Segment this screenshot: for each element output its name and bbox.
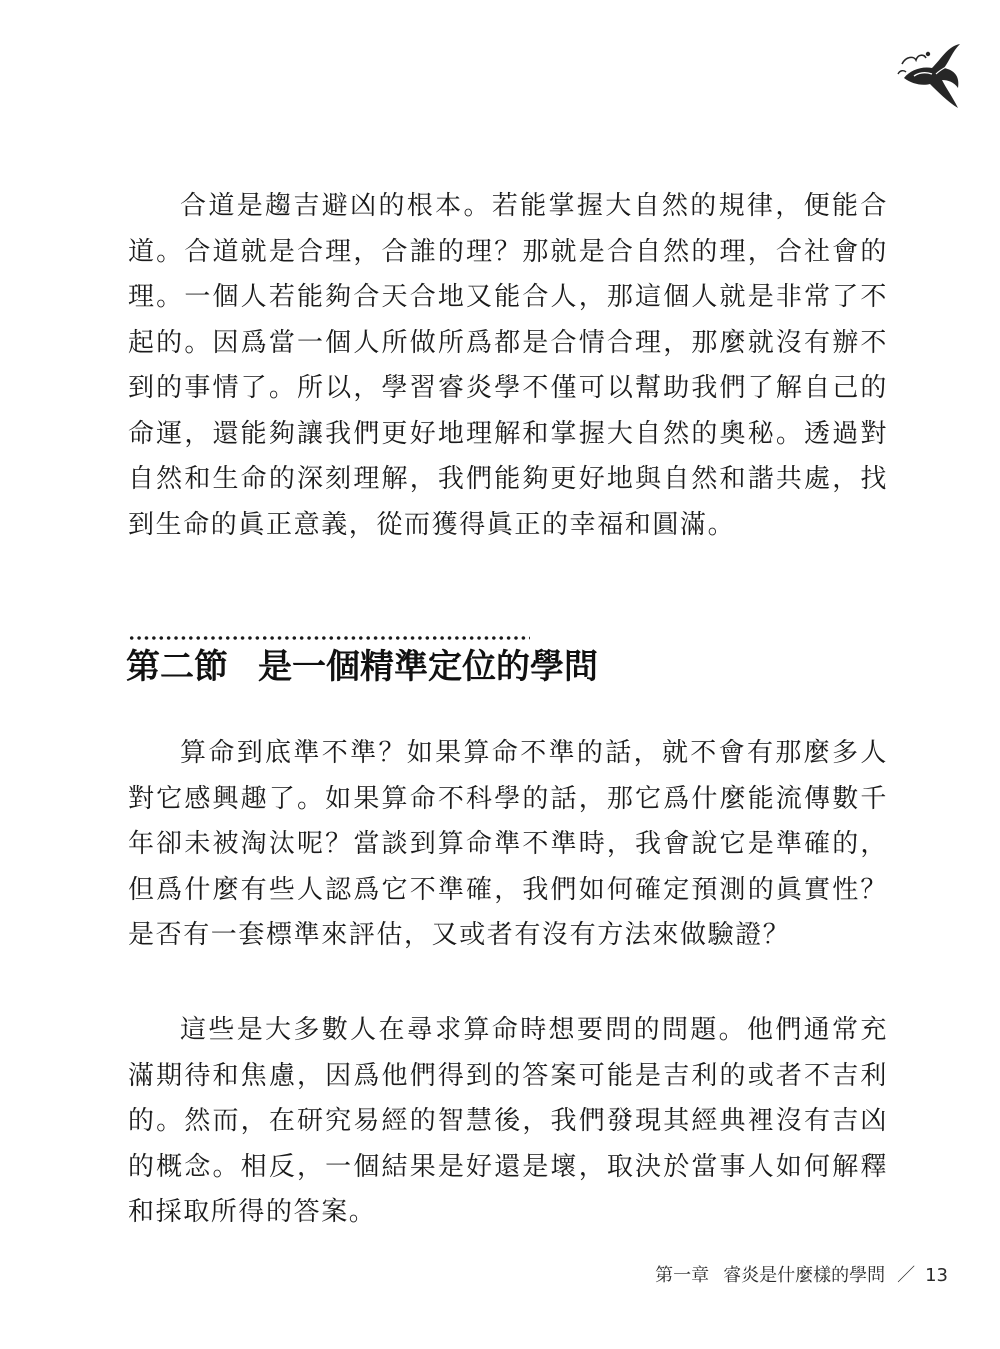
footer-separator: ／ bbox=[897, 1265, 916, 1286]
section-number: 第二節 bbox=[126, 647, 228, 687]
section-dotted-rule bbox=[128, 635, 530, 641]
answer-paragraph: 這些是大多數人在尋求算命時想要問的問題。他們通常充滿期待和焦慮，因爲他們得到的答案可能是吉利的或者不吉利的。然而，在研究易經的智慧後，我們發現其經典裡沒有吉凶的概念。相反，一個結果是好還是壞，取決於當事人如何解釋和採取所得的答案。 bbox=[128, 1015, 888, 1227]
phoenix-logo-icon bbox=[896, 30, 962, 114]
footer-chapter-title: 睿炎是什麼樣的學問 bbox=[723, 1265, 886, 1286]
section-heading bbox=[126, 644, 598, 690]
section-title: 是一個精準定位的學問 bbox=[258, 647, 598, 687]
intro-paragraph: 合道是趨吉避凶的根本。若能掌握大自然的規律，便能合道。合道就是合理，合誰的理？那就是合自然的理，合社會的理。一個人若能夠合天合地又能合人，那這個人就是非常了不起的。因爲當一個人所做所爲都是合情合理，那麼就沒有辦不到的事情了。所以，學習睿炎學不僅可以幫助我們了解自己的命運，還能夠讓我們更好地理解和掌握大自然的奧秘。透過對自然和生命的深刻理解，我們能夠更好地與自然和諧共處，找到生命的眞正意義，從而獲得眞正的幸福和圓滿。 bbox=[128, 191, 888, 540]
running-footer bbox=[655, 1264, 948, 1288]
footer-chapter: 第一章 bbox=[655, 1265, 710, 1286]
question-paragraph: 算命到底準不準？如果算命不準的話，就不會有那麼多人對它感興趣了。如果算命不科學的話，那它爲什麼能流傳數千年卻未被淘汰呢？當談到算命準不準時，我會說它是準確的，但爲什麼有些人認爲它不準確，我們如何確定預測的眞實性？是否有一套標準來評估，又或者有沒有方法來做驗證？ bbox=[128, 738, 888, 950]
page-number: 13 bbox=[925, 1265, 948, 1286]
